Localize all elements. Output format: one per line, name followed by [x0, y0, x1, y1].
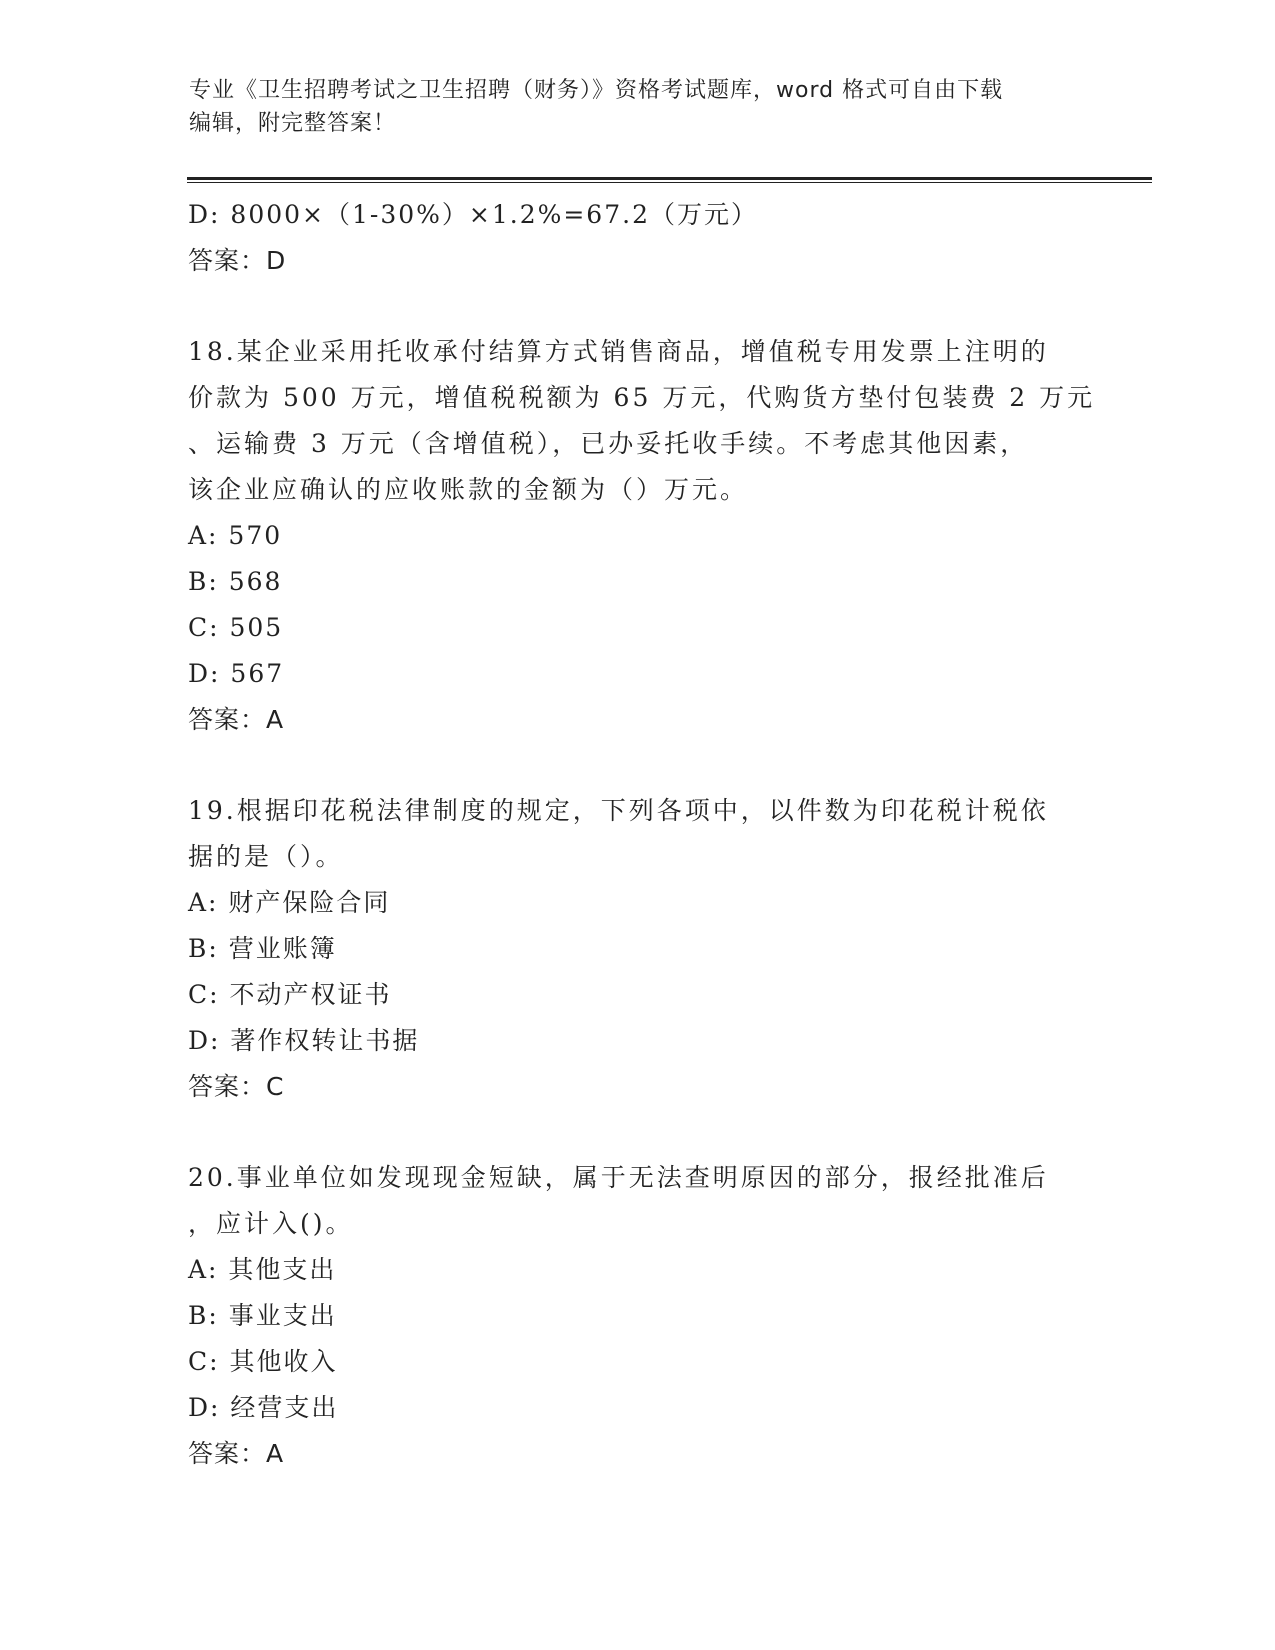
option-c: C: 其他收入	[188, 1347, 338, 1376]
option-d: D: 著作权转让书据	[188, 1026, 420, 1055]
question-stem-line: 18.某企业采用托收承付结算方式销售商品，增值税专用发票上注明的	[188, 337, 1049, 366]
prev-answer: 答案：D	[188, 246, 287, 275]
option-a: A: 财产保险合同	[188, 888, 391, 917]
question-stem-line: 19.根据印花税法律制度的规定，下列各项中，以件数为印花税计税依	[188, 796, 1049, 825]
question-19	[188, 788, 1088, 1110]
option-a: A: 其他支出	[188, 1255, 337, 1284]
question-18	[188, 329, 1096, 743]
option-d: D: 567	[188, 659, 285, 688]
answer: 答案：C	[188, 1072, 285, 1101]
header-rule-thick	[187, 177, 1152, 180]
question-stem-line: 、运输费 3 万元（含增值税），已办妥托收手续。不考虑其他因素，	[188, 429, 1029, 458]
question-stem-line: 该企业应确认的应收账款的金额为（）万元。	[188, 475, 749, 504]
option-b: B: 568	[188, 567, 283, 596]
answer: 答案：A	[188, 1439, 285, 1468]
document-header	[189, 74, 1089, 140]
question-20	[188, 1155, 1088, 1477]
spacer	[188, 1110, 1088, 1155]
question-stem-line: 据的是（）。	[188, 842, 344, 871]
prev-option-d: D: 8000×（1-30%）×1.2%=67.2（万元）	[188, 200, 758, 229]
header-line-1: 专业《卫生招聘考试之卫生招聘（财务）》资格考试题库，word 格式可自由下载	[189, 78, 1004, 103]
option-c: C: 505	[188, 613, 284, 642]
header-rule-thin	[187, 182, 1152, 183]
option-a: A: 570	[188, 521, 283, 550]
option-b: B: 事业支出	[188, 1301, 337, 1330]
question-stem-line: 价款为 500 万元，增值税税额为 65 万元，代购货方垫付包装费 2 万元	[188, 383, 1096, 412]
option-c: C: 不动产权证书	[188, 980, 392, 1009]
header-line-2: 编辑，附完整答案！	[189, 111, 397, 136]
spacer	[188, 743, 1088, 788]
question-stem-line: ，应计入()。	[188, 1209, 354, 1238]
spacer	[188, 284, 1088, 329]
answer: 答案：A	[188, 705, 285, 734]
option-b: B: 营业账簿	[188, 934, 337, 963]
option-d: D: 经营支出	[188, 1393, 339, 1422]
question-content	[188, 192, 1096, 1477]
question-stem-line: 20.事业单位如发现现金短缺，属于无法查明原因的部分，报经批准后	[188, 1163, 1049, 1192]
